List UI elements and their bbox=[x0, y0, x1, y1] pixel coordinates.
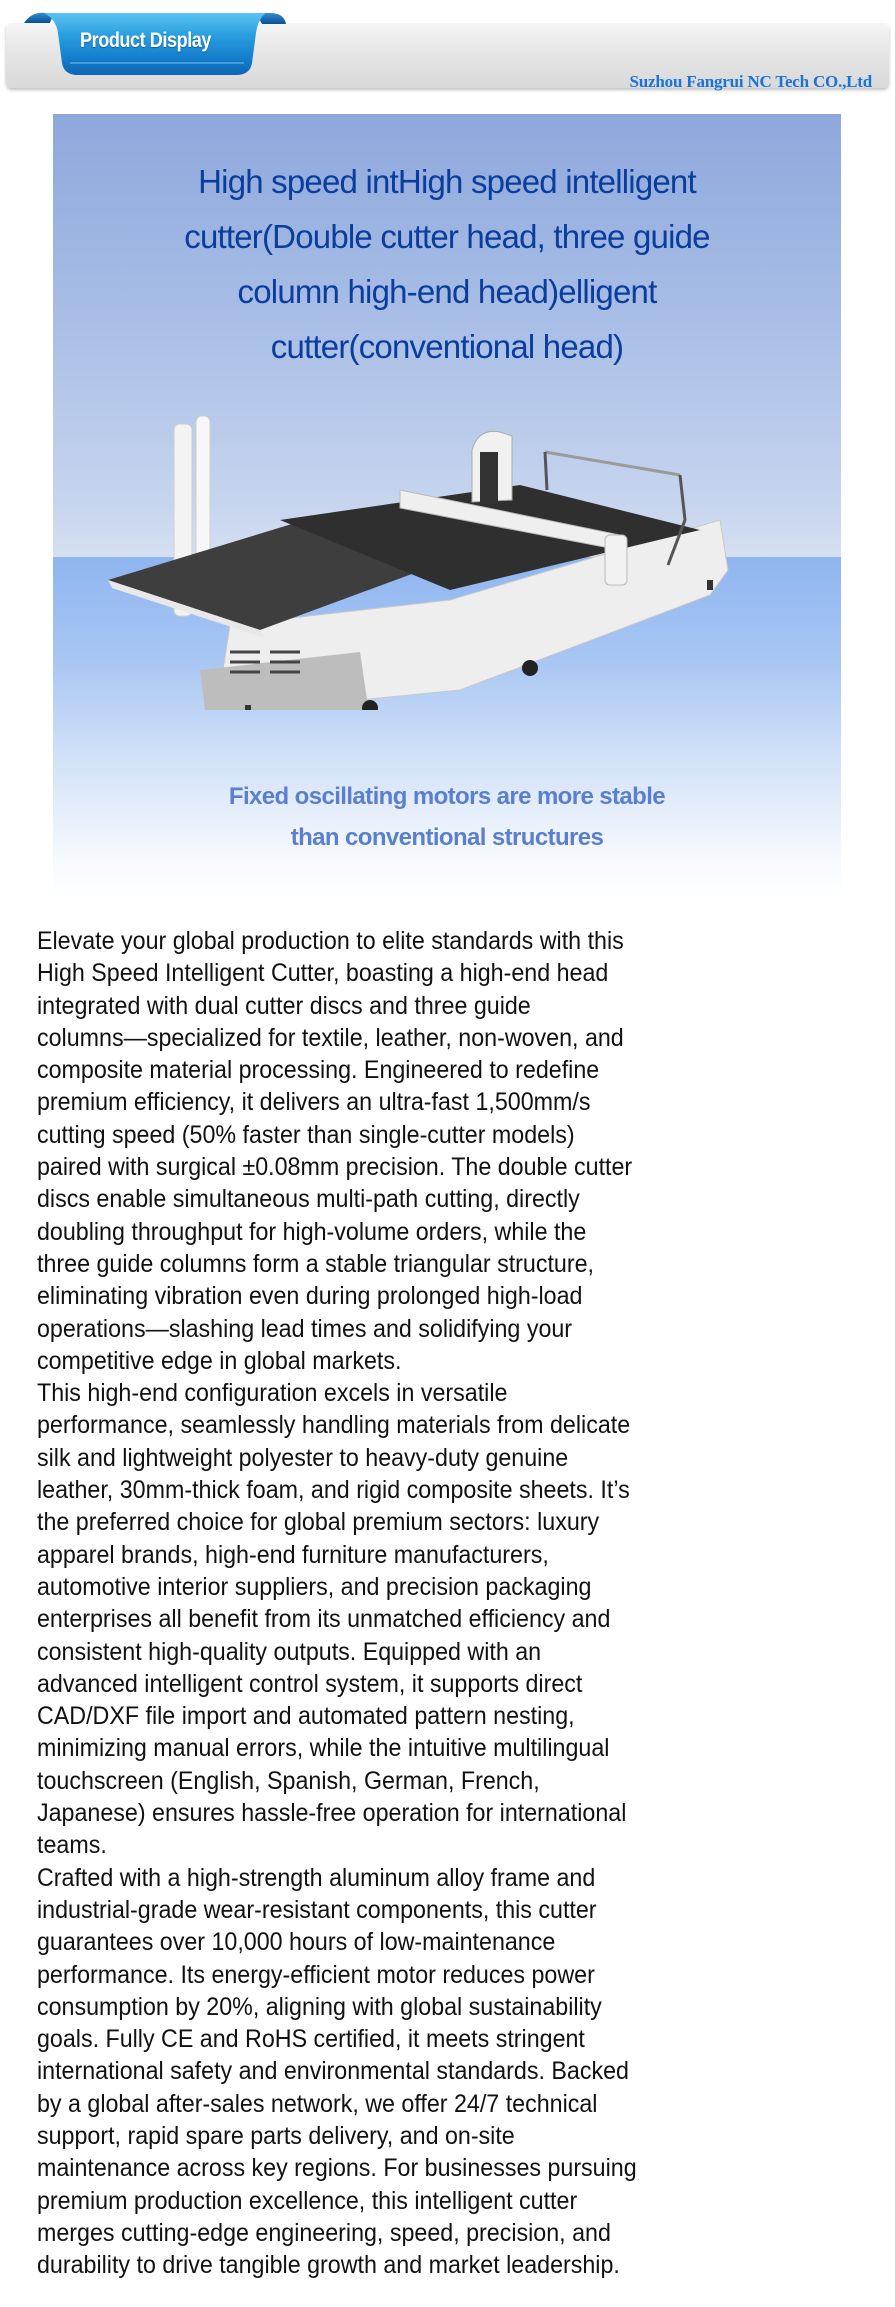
product-caption bbox=[53, 776, 841, 858]
text-line: merges cutting-edge engineering, speed, precision, and bbox=[37, 2218, 611, 2247]
text-line: consumption by 20%, aligning with global sustainability bbox=[37, 1992, 602, 2021]
text-line: the preferred choice for global premium sectors: luxury bbox=[37, 1508, 600, 1537]
text-line: silk and lightweight polyester to heavy-duty genuine bbox=[37, 1443, 569, 1472]
headline-line: column high-end head)elligent bbox=[237, 273, 657, 310]
product-image bbox=[53, 114, 841, 900]
text-line: CAD/DXF file import and automated pattern nesting, bbox=[37, 1702, 575, 1731]
text-line: minimizing manual errors, while the intuitive multilingual bbox=[37, 1734, 610, 1763]
text-line: premium production excellence, this intelligent cutter bbox=[37, 2186, 578, 2215]
text-line: discs enable simultaneous multi-path cutting, directly bbox=[37, 1185, 580, 1214]
product-description bbox=[37, 925, 867, 2281]
text-line: doubling throughput for high-volume orders, while the bbox=[37, 1217, 587, 1246]
text-line: operations—slashing lead times and solidifying your bbox=[37, 1314, 573, 1343]
paragraph-durability bbox=[37, 1862, 867, 2282]
text-line: enterprises all benefit from its unmatched efficiency and bbox=[37, 1605, 611, 1634]
cutter-machine-icon bbox=[100, 390, 800, 710]
product-headline bbox=[53, 154, 841, 374]
text-line: paired with surgical ±0.08mm precision. The double cutter bbox=[37, 1153, 633, 1182]
text-line: automotive interior suppliers, and precision packaging bbox=[37, 1572, 592, 1601]
text-line: advanced intelligent control system, it supports direct bbox=[37, 1669, 583, 1698]
text-line: columns—specialized for textile, leather, non-woven, and bbox=[37, 1023, 624, 1052]
text-line: cutting speed (50% faster than single-cutter models) bbox=[37, 1120, 575, 1149]
text-line: maintenance across key regions. For businesses pursuing bbox=[37, 2154, 637, 2183]
text-line: international safety and environmental standards. Backed bbox=[37, 2057, 629, 2086]
text-line: three guide columns form a stable triangular structure, bbox=[37, 1249, 594, 1278]
headline-line: cutter(Double cutter head, three guide bbox=[184, 218, 710, 255]
headline-line: High speed intHigh speed intelligent bbox=[198, 163, 696, 200]
text-line: High Speed Intelligent Cutter, boasting a high-end head bbox=[37, 959, 609, 988]
product-display-ribbon bbox=[22, 11, 288, 77]
text-line: premium efficiency, it delivers an ultra-fast 1,500mm/s bbox=[37, 1088, 591, 1117]
text-line: support, rapid spare parts delivery, and on-site bbox=[37, 2121, 515, 2150]
text-line: guarantees over 10,000 hours of low-maintenance bbox=[37, 1928, 556, 1957]
paragraph-intro bbox=[37, 925, 867, 1377]
text-line: This high-end configuration excels in versatile bbox=[37, 1379, 508, 1408]
company-name: Suzhou Fangrui NC Tech CO.,Ltd bbox=[629, 72, 872, 91]
text-line: competitive edge in global markets. bbox=[37, 1346, 402, 1375]
text-line: by a global after-sales network, we offer 24/7 technical bbox=[37, 2089, 598, 2118]
text-line: composite material processing. Engineered to redefine bbox=[37, 1056, 600, 1085]
text-line: eliminating vibration even during prolonged high-load bbox=[37, 1282, 583, 1311]
headline-line: cutter(conventional head) bbox=[270, 328, 624, 365]
caption-line: than conventional structures bbox=[290, 824, 604, 851]
text-line: performance, seamlessly handling materials from delicate bbox=[37, 1411, 631, 1440]
text-line: touchscreen (English, Spanish, German, French, bbox=[37, 1766, 540, 1795]
text-line: consistent high-quality outputs. Equipped with an bbox=[37, 1637, 542, 1666]
text-line: integrated with dual cutter discs and three guide bbox=[37, 991, 531, 1020]
text-line: apparel brands, high-end furniture manufacturers, bbox=[37, 1540, 549, 1569]
text-line: goals. Fully CE and RoHS certified, it meets stringent bbox=[37, 2025, 585, 2054]
text-line: industrial-grade wear-resistant components, this cutter bbox=[37, 1895, 597, 1924]
text-line: leather, 30mm-thick foam, and rigid composite sheets. It’s bbox=[37, 1476, 630, 1505]
caption-line: Fixed oscillating motors are more stable bbox=[228, 783, 666, 810]
paragraph-applications bbox=[37, 1377, 867, 1861]
text-line: Crafted with a high-strength aluminum alloy frame and bbox=[37, 1863, 596, 1892]
text-line: Elevate your global production to elite standards with this bbox=[37, 927, 624, 955]
ribbon-label: Product Display bbox=[80, 29, 212, 52]
text-line: Japanese) ensures hassle-free operation for international bbox=[37, 1799, 627, 1828]
text-line: performance. Its energy-efficient motor reduces power bbox=[37, 1960, 595, 1989]
text-line: durability to drive tangible growth and market leadership. bbox=[37, 2251, 620, 2280]
text-line: teams. bbox=[37, 1831, 107, 1860]
